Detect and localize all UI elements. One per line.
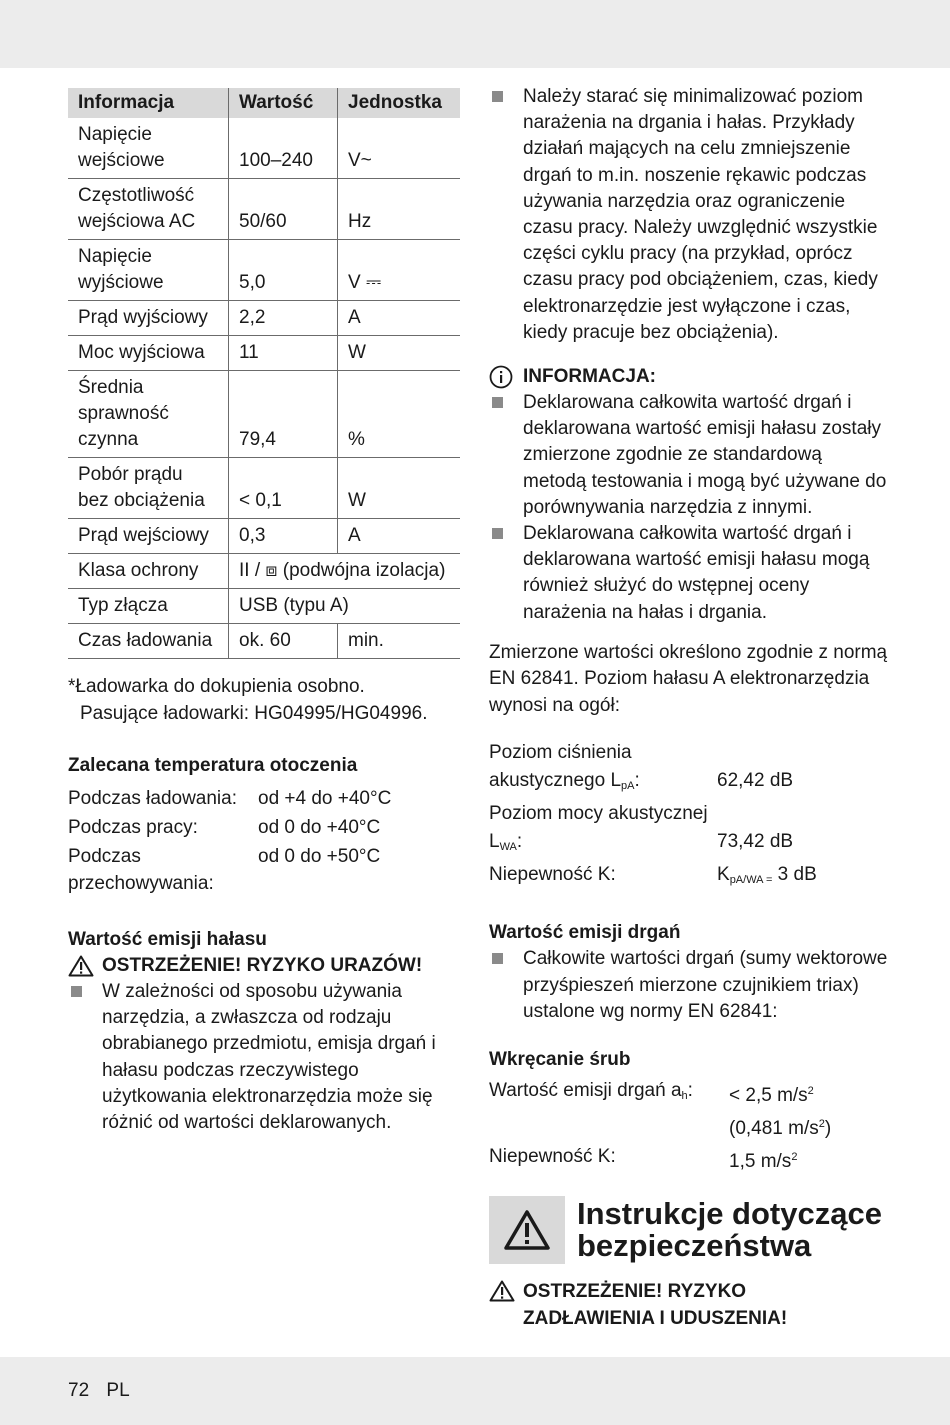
screwing-heading: Wkręcanie śrub: [489, 1048, 631, 1070]
table-row: [68, 118, 460, 179]
temperature-value: od 0 do +40°C: [258, 817, 381, 838]
table-row: [68, 589, 460, 624]
square-bullet-icon: [492, 528, 503, 539]
spec-unit-cell: W: [338, 336, 461, 371]
noise-section: [68, 927, 460, 1136]
bottom-bar: [0, 1357, 950, 1425]
spec-header-info: Informacja: [68, 88, 229, 118]
warning-triangle-icon: [68, 955, 94, 977]
injury-warning: [68, 953, 460, 979]
spec-unit-cell: %: [338, 371, 461, 458]
list-item: Deklarowana całkowita wartość drgań i deklarowana wartość emisji hałasu mogą również służyć do wstępnej oceny narażenia na hałas i drgania.: [489, 521, 889, 626]
spec-info-cell: Napięcie wyjściowe: [68, 240, 229, 301]
spec-value-cell: ok. 60: [229, 624, 338, 659]
measured-paragraph: Zmierzone wartości określono zgodnie z normą EN 62841. Poziom hałasu A elektronarzędzia wynosi na ogół:: [489, 641, 888, 716]
spec-value-cell: 5,0: [229, 240, 338, 301]
noise-heading: Wartość emisji hałasu: [68, 929, 267, 950]
vibration-list: [489, 946, 889, 1025]
vibration-section: [489, 920, 889, 1025]
temperature-label: Podczas przechowywania:: [68, 846, 214, 894]
power-row: $L_{WA}$: 73,42 dB: [489, 828, 889, 861]
spec-value-cell: 0,3: [229, 519, 338, 554]
table-row: [68, 554, 460, 589]
temperature-section: [68, 753, 460, 897]
right-column: [489, 84, 889, 1332]
spec-info-cell: Klasa ochrony: [68, 554, 229, 589]
spec-table-body: [68, 118, 460, 659]
spec-header-unit: Jednostka: [338, 88, 461, 118]
note-line-1: *Ładowarka do dokupienia osobno.: [68, 676, 365, 697]
spec-header-value: Wartość: [229, 88, 338, 118]
spec-unit-cell: V~: [338, 118, 461, 179]
list-item: Całkowite wartości drgań (sumy wektorowe przyśpieszeń mierzone czujnikiem triax) ustalone wg normy EN 62841:: [489, 946, 889, 1025]
table-row: [68, 371, 460, 458]
table-row: [68, 458, 460, 519]
spec-info-cell: Moc wyjściowa: [68, 336, 229, 371]
temperature-rows: [68, 785, 460, 897]
list-item: W zależności od sposobu używania narzędzia, a zwłaszcza od rodzaju obrabianego przedmiotu, emisja drgań i hałasu podczas rzeczywistego użytkowania elektronarzędzia może się różnić od wartości deklarowanych.: [68, 979, 460, 1136]
spec-unit-cell: A: [338, 301, 461, 336]
temperature-label: Podczas ładowania:: [68, 788, 237, 809]
charger-note: [68, 673, 460, 727]
temperature-label: Podczas pracy:: [68, 817, 198, 838]
pressure-label-line1: Poziom ciśnienia: [489, 742, 632, 764]
temperature-value: od 0 do +50°C: [258, 846, 381, 867]
spec-value-cell: USB (typu A): [229, 589, 461, 624]
list-item: Należy starać się minimalizować poziom narażenia na drgania i hałas. Przykłady działań mających na celu zmniejszenie drgań to m.in. noszenie rękawic podczas używania narzędzia oraz ograniczenie czasu pracy. Należy uwzględnić wszystkie części cyklu pracy (na przykład, oprócz czasu pracy pod obciążeniem, czas, kiedy elektronarzędzie jest wyłączone i czas, kiedy pracuje bez obciążenia).: [489, 84, 889, 346]
uncertainty-row: Niepewność K: $K_{pA/WA =}$ 3 dB: [489, 864, 817, 887]
square-bullet-icon: [492, 91, 503, 102]
power-label-line1: Poziom mocy akustycznej: [489, 803, 708, 825]
safety-heading: [489, 1196, 889, 1264]
left-column: [68, 88, 460, 1136]
spec-unit-cell: V ⎓: [338, 240, 461, 301]
temperature-value: od +4 do +40°C: [258, 788, 392, 809]
spec-value-cell: 79,4: [229, 371, 338, 458]
vibration-heading: Wartość emisji drgań: [489, 922, 681, 944]
spec-value-cell: < 0,1: [229, 458, 338, 519]
table-row: [68, 624, 460, 659]
spec-info-cell: Napięcie wejściowe: [68, 118, 229, 179]
temperature-row: [68, 843, 460, 897]
spec-info-cell: Prąd wyjściowy: [68, 301, 229, 336]
page-footer: [68, 1380, 142, 1402]
screwing-uncertainty-row: Niepewność K: 1,5 $m/s^2$: [489, 1145, 798, 1172]
choking-warning: OSTRZEŻENIE! RYZYKO ZADŁAWIENIA I UDUSZENIA!: [489, 1278, 889, 1332]
spec-value-cell: 2,2: [229, 301, 338, 336]
table-row: [68, 240, 460, 301]
warning-triangle-icon: [503, 1209, 551, 1251]
spec-info-cell: Średnia sprawność czynna: [68, 371, 229, 458]
note-line-2: Pasujące ładowarki: HG04995/HG04996.: [80, 703, 428, 724]
spec-table-header: [68, 88, 460, 118]
spec-info-cell: Prąd wejściowy: [68, 519, 229, 554]
table-row: [68, 336, 460, 371]
info-icon: [489, 365, 513, 389]
screwing-section: [489, 1047, 889, 1176]
language-code: PL: [106, 1380, 130, 1401]
spec-value-cell: 50/60: [229, 179, 338, 240]
spec-info-cell: Czas ładowania: [68, 624, 229, 659]
spec-unit-cell: min.: [338, 624, 461, 659]
square-bullet-icon: [71, 986, 82, 997]
safety-icon-box: [489, 1196, 565, 1264]
square-bullet-icon: [492, 397, 503, 408]
table-row: [68, 519, 460, 554]
table-row: [68, 301, 460, 336]
spec-unit-cell: A: [338, 519, 461, 554]
warning-triangle-icon: [489, 1280, 515, 1302]
info-heading: INFORMACJA:: [489, 364, 889, 390]
square-bullet-icon: [492, 953, 503, 964]
spec-unit-cell: W: [338, 458, 461, 519]
list-item: Deklarowana całkowita wartość drgań i deklarowana wartość emisji hałasu zostały zmierzone zgodnie ze standardową metodą testowania i mogą być używane do porównywania narzędzia z innymi.: [489, 390, 889, 521]
injury-warning-text: OSTRZEŻENIE! RYZYKO URAZÓW!: [102, 955, 423, 976]
spec-value-cell: II / ⧈ (podwójna izolacja): [229, 554, 461, 589]
noise-list: [68, 979, 460, 1136]
emission-row: Wartość emisji drgań $a_h$: < 2,5 $m/s^2$ (0,481 $m/s^2$): [489, 1079, 832, 1139]
acoustic-values: [489, 739, 889, 894]
top-bar: [0, 0, 950, 68]
spec-info-cell: Częstotliwość wejściowa AC: [68, 179, 229, 240]
table-row: [68, 179, 460, 240]
info-list: [489, 390, 889, 626]
temperature-heading: Zalecana temperatura otoczenia: [68, 755, 358, 776]
minimize-list: [489, 84, 889, 346]
safety-title: Instrukcje dotyczące bezpieczeństwa: [577, 1195, 882, 1263]
page-number: 72: [68, 1380, 90, 1401]
power-value: 73,42 dB: [717, 831, 794, 853]
spec-table: [68, 88, 460, 659]
pressure-value: 62,42 dB: [717, 770, 794, 792]
temperature-row: [68, 814, 460, 841]
pressure-row: akustycznego $L_{pA}$: 62,42 dB: [489, 767, 889, 800]
spec-unit-cell: Hz: [338, 179, 461, 240]
spec-info-cell: Typ złącza: [68, 589, 229, 624]
temperature-row: [68, 785, 460, 812]
spec-value-cell: 11: [229, 336, 338, 371]
spec-value-cell: 100–240: [229, 118, 338, 179]
spec-info-cell: Pobór prądu bez obciążenia: [68, 458, 229, 519]
